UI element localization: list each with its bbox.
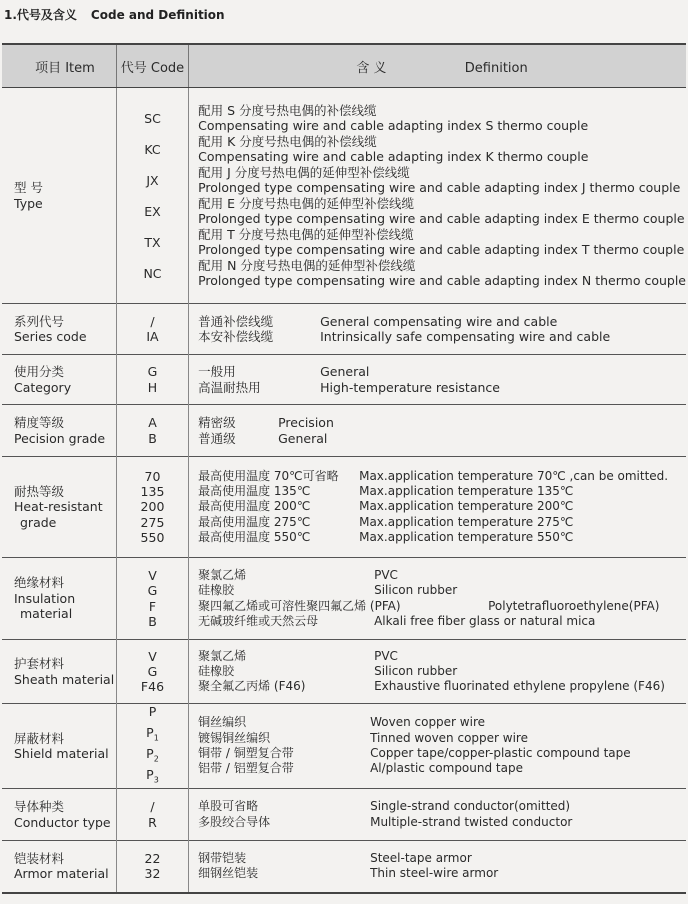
item-zh: 耐热等级 (14, 483, 65, 499)
table-header (2, 44, 686, 88)
def-en: Al/plastic compound tape (370, 761, 523, 776)
item-zh: 护套材料 (14, 656, 65, 671)
item-zh: 铠装材料 (14, 850, 65, 866)
section-title-en: Code and Definition (90, 8, 225, 22)
def-zh: 聚全氟乙丙烯 (F46) (198, 679, 306, 694)
item-en: Conductor type (14, 814, 111, 830)
def-zh: 配用 S 分度号热电偶的补偿线缆 (198, 102, 377, 118)
def-en: Compensating wire and cable adapting index K thermo couple (198, 149, 589, 164)
code-cell (116, 304, 188, 355)
code-cell (116, 405, 188, 457)
def-zh: 配用 N 分度号热电偶的延伸型补偿线缆 (198, 257, 416, 273)
def-en: Exhaustive fluorinated ethylene propylene (F46) (374, 679, 665, 694)
def-zh: 配用 E 分度号热电偶的延伸型补偿线缆 (198, 195, 414, 211)
item-en: Series code (14, 329, 87, 344)
def-zh: 最高使用温度 70℃可省略 (198, 468, 339, 483)
item-cell (2, 457, 116, 558)
header-item: 项目 Item (2, 44, 116, 88)
def-zh: 配用 K 分度号热电偶的补偿线缆 (198, 133, 377, 149)
code-cell (116, 640, 188, 704)
code: NC (143, 265, 162, 281)
def-zh: 精密级 (198, 415, 236, 430)
code: F (148, 598, 157, 614)
code-cell (116, 457, 188, 558)
code: 22 (144, 850, 161, 866)
item-cell (2, 405, 116, 457)
def-zh: 多股绞合导体 (198, 814, 271, 829)
code: 200 (140, 499, 165, 515)
code-cell (116, 704, 188, 789)
def-en: High-temperature resistance (320, 379, 500, 395)
def-en: Intrinsically safe compensating wire and cable (320, 329, 611, 344)
item-en: Shield material (14, 746, 109, 761)
item-zh: 型 号 (14, 180, 43, 195)
item-cell (2, 88, 116, 304)
def-zh: 一般用 (198, 364, 236, 379)
def-zh: 配用 J 分度号热电偶的延伸型补偿线缆 (198, 164, 410, 180)
table-row-armor (2, 841, 686, 893)
def-en: Multiple-strand twisted conductor (370, 814, 573, 829)
def-zh: 聚氯乙烯 (198, 648, 247, 663)
item-en: Armor material (14, 866, 109, 882)
def-zh: 最高使用温度 550℃ (198, 529, 311, 544)
item-cell (2, 640, 116, 704)
def-en: Woven copper wire (370, 715, 486, 730)
def-en: Max.application temperature 275℃ (359, 514, 574, 529)
item-cell (2, 355, 116, 405)
def-en: Thin steel-wire armor (370, 866, 499, 881)
header-definition (189, 44, 686, 88)
def-zh: 细钢丝铠装 (198, 866, 259, 881)
item-zh: 导体种类 (14, 799, 65, 814)
definition-cell (189, 789, 686, 841)
definition-cell (189, 841, 686, 893)
def-en: General (278, 430, 328, 446)
item-en: material (20, 606, 73, 622)
item-zh: 屏蔽材料 (14, 730, 65, 746)
table-row-category (2, 355, 686, 405)
table-row-insulation (2, 558, 686, 640)
item-cell (2, 558, 116, 640)
header-def-en: Definition (464, 60, 528, 76)
item-en: Heat-resistant (14, 499, 103, 515)
def-en: Prolonged type compensating wire and cable adapting index N thermo couple (198, 273, 686, 288)
table-row-sheath (2, 640, 686, 704)
item-cell (2, 789, 116, 841)
def-zh: 铝带 / 铝塑复合带 (198, 761, 294, 776)
code-cell (116, 355, 188, 405)
def-en: Max.application temperature 550℃ (359, 529, 574, 544)
def-en: General (320, 364, 370, 379)
item-zh: 使用分类 (14, 364, 65, 379)
def-en: Max.application temperature 70℃ ,can be omitted. (359, 468, 669, 483)
code: R (148, 814, 157, 830)
table-row-precision (2, 405, 686, 457)
def-zh: 聚四氟乙烯或可溶性聚四氟乙烯 (PFA) (198, 598, 401, 613)
code: 135 (140, 484, 165, 500)
table-row-type (2, 88, 686, 304)
def-en: General compensating wire and cable (320, 313, 558, 329)
code: G (147, 583, 158, 599)
def-zh: 硅橡胶 (198, 663, 235, 678)
code: SC (144, 110, 161, 126)
header-def-zh: 含 义 (356, 60, 387, 76)
def-en: Polytetrafluoroethylene(PFA) (488, 598, 660, 613)
def-zh: 最高使用温度 275℃ (198, 514, 311, 529)
definition-cell (189, 304, 686, 355)
item-en: Pecision grade (14, 430, 106, 446)
code: G (147, 663, 158, 679)
code: B (148, 430, 157, 446)
code: TX (144, 234, 161, 250)
item-cell (2, 704, 116, 789)
def-en: Copper tape/copper-plastic compound tape (370, 746, 631, 760)
definition-cell (189, 355, 686, 405)
code: $P_2$ (146, 746, 159, 764)
code-definition-table (2, 43, 686, 894)
item-cell (2, 841, 116, 893)
section-title-zh: 1.代号及含义 (4, 8, 77, 22)
def-en: Max.application temperature 135℃ (359, 484, 574, 499)
def-zh: 普通级 (198, 430, 236, 446)
def-zh: 最高使用温度 135℃ (198, 484, 311, 499)
item-zh: 精度等级 (14, 415, 65, 430)
def-en: Single-strand conductor(omitted) (370, 799, 571, 813)
definition-cell (189, 558, 686, 640)
code: / (150, 313, 155, 329)
code-cell (116, 841, 188, 893)
code: B (148, 613, 157, 629)
item-en: Sheath material (14, 671, 115, 687)
def-en: Tinned woven copper wire (370, 730, 528, 745)
code: P (148, 704, 157, 720)
def-en: PVC (374, 567, 398, 582)
def-zh: 本安补偿线缆 (198, 329, 274, 344)
def-zh: 钢带铠装 (198, 850, 247, 865)
code: A (148, 415, 157, 430)
code: V (148, 567, 157, 583)
item-en: Insulation (14, 590, 76, 606)
table-row-shield (2, 704, 686, 789)
def-zh: 单股可省略 (198, 799, 259, 813)
code: F46 (140, 679, 165, 695)
code: 32 (144, 866, 161, 882)
code: 275 (140, 514, 165, 530)
def-zh: 无碱玻纤维或天然云母 (198, 613, 319, 628)
code: $P_1$ (146, 725, 159, 743)
item-en: grade (20, 514, 57, 530)
def-en: Precision (278, 415, 334, 430)
table-row-series (2, 304, 686, 355)
def-zh: 最高使用温度 200℃ (198, 499, 311, 514)
code-cell (116, 558, 188, 640)
def-en: Prolonged type compensating wire and cable adapting index E thermo couple (198, 211, 685, 226)
def-zh: 普通补偿线缆 (198, 313, 274, 329)
item-en: Category (14, 379, 72, 395)
code: EX (144, 203, 161, 219)
def-en: Silicon rubber (374, 583, 458, 598)
def-en: Max.application temperature 200℃ (359, 499, 574, 514)
def-zh: 配用 T 分度号热电偶的延伸型补偿线缆 (198, 226, 414, 242)
definition-cell (189, 640, 686, 704)
section-title (4, 6, 225, 23)
header-code: 代号 Code (116, 44, 188, 88)
code: H (147, 379, 158, 395)
table-row-conductor (2, 789, 686, 841)
def-en: Prolonged type compensating wire and cable adapting index J thermo couple (198, 180, 681, 195)
def-zh: 镀锡铜丝编织 (198, 730, 271, 745)
code: KC (144, 141, 161, 157)
item-en: Type (14, 195, 43, 211)
definition-cell (189, 405, 686, 457)
item-zh: 系列代号 (14, 313, 65, 329)
def-en: Prolonged type compensating wire and cable adapting index T thermo couple (198, 242, 685, 257)
def-zh: 铜带 / 铜塑复合带 (198, 746, 294, 760)
def-en: Compensating wire and cable adapting index S thermo couple (198, 118, 589, 133)
def-zh: 硅橡胶 (198, 583, 235, 598)
code: IA (146, 329, 159, 344)
item-zh: 绝缘材料 (14, 575, 65, 591)
code: 550 (140, 529, 165, 545)
def-en: PVC (374, 648, 398, 663)
table-row-heat (2, 457, 686, 558)
definition-cell (189, 88, 686, 304)
def-en: Silicon rubber (374, 663, 458, 678)
code-cell (116, 789, 188, 841)
def-en: Alkali free fiber glass or natural mica (374, 613, 596, 628)
definition-cell (189, 457, 686, 558)
code-cell (116, 88, 188, 304)
def-zh: 铜丝编织 (198, 715, 247, 730)
code: $P_3$ (146, 766, 159, 785)
code: V (148, 648, 157, 664)
code: G (147, 364, 158, 379)
def-zh: 聚氯乙烯 (198, 567, 247, 582)
code: 70 (144, 468, 161, 484)
definition-cell (189, 704, 686, 789)
def-zh: 高温耐热用 (198, 379, 261, 395)
item-cell (2, 304, 116, 355)
code: JX (146, 172, 159, 188)
code: / (150, 799, 155, 814)
def-en: Steel-tape armor (370, 850, 472, 865)
